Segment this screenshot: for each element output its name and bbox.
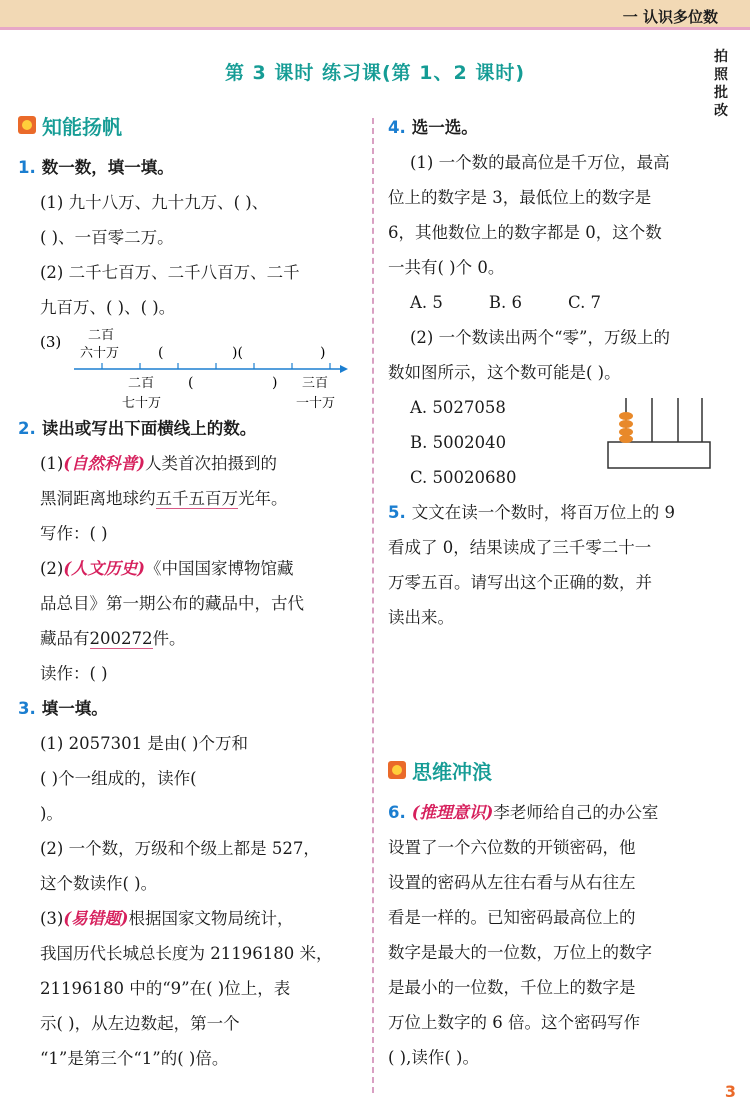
read-answer-blank[interactable]: 读作：( ) <box>40 664 108 683</box>
question-5 <box>388 495 723 635</box>
question-title: 读出或写出下面横线上的数。 <box>41 419 257 438</box>
q3-part3-label: (3) <box>40 909 64 928</box>
q2-part1-line2b: 光年。 <box>238 489 288 508</box>
tag-history: (人文历史) <box>63 559 145 578</box>
q1-part1-line2[interactable]: ( )、一百零二万。 <box>40 228 174 247</box>
q2-part2-label: (2) <box>40 559 64 578</box>
q6-line1: 李老师给自己的办公室 <box>493 803 659 822</box>
q3-part2-line1: (2) 一个数，万级和个级上都是 527， <box>40 839 320 858</box>
question-2 <box>18 411 363 691</box>
question-3 <box>18 691 363 1076</box>
question-number: 6. <box>388 803 406 822</box>
q3-part3-text: 根据国家文物局统计， <box>128 909 294 928</box>
nl-top-paren3[interactable]: ) <box>320 345 326 361</box>
q3-part1-line1[interactable]: (1) 2057301 是由( )个万和 <box>40 734 248 753</box>
q2-highlight-number: 五千五百万 <box>155 489 238 508</box>
choice-a[interactable]: A. 5027058 <box>410 398 506 417</box>
option-b[interactable]: B. 6 <box>488 293 523 312</box>
abacus-icon <box>606 394 712 472</box>
question-title: 选一选。 <box>411 118 478 137</box>
q5-line1: 文文在读一个数时，将百万位上的 9 <box>411 503 675 522</box>
question-4 <box>388 110 723 495</box>
q3-part3-line5[interactable]: “1”是第三个“1”的( )倍。 <box>40 1049 229 1068</box>
unit-header: 一 认识多位数 <box>622 8 718 26</box>
q4-part1-line3: 6，其他数位上的数字都是 0，这个数 <box>388 223 662 242</box>
tag-error-prone: (易错题) <box>63 909 129 928</box>
page-number: 3 <box>724 1082 736 1101</box>
q6-line8[interactable]: ( ),读作( )。 <box>388 1048 479 1067</box>
nl-bot2b: 一十万 <box>296 396 336 411</box>
question-number: 4. <box>388 118 406 137</box>
q6-line3: 设置的密码从左往右看与从右往左 <box>388 873 636 892</box>
q2-part1-text: 人类首次拍摄到的 <box>145 454 277 473</box>
q2-part1-label: (1) <box>40 454 64 473</box>
q1-part1-line1[interactable]: (1) 九十八万、九十九万、( )、 <box>40 193 269 212</box>
q1-part3-label: (3) <box>40 333 62 351</box>
nl-top-paren2[interactable]: )( <box>232 345 243 361</box>
q3-part1-line3[interactable]: )。 <box>40 804 63 823</box>
nl-bot1b: 七十万 <box>122 396 162 411</box>
tag-science: (自然科普) <box>63 454 145 473</box>
question-1 <box>18 150 363 411</box>
nl-bot-paren1[interactable]: ( <box>188 375 194 391</box>
q4-part1-line4[interactable]: 一共有( )个 0。 <box>388 258 505 277</box>
choice-c[interactable]: C. 50020680 <box>410 468 517 487</box>
q5-line4: 读出来。 <box>388 608 454 627</box>
q4-options <box>388 285 723 320</box>
lesson-title: 第 3 课时 练习课(第 1、2 课时) <box>224 62 526 84</box>
q3-part3-line2: 我国历代长城总长度为 21196180 米， <box>40 944 333 963</box>
q2-part1-line2a: 黑洞距离地球约 <box>40 489 156 508</box>
q2-part2-line2: 品总目》第一期公布的藏品中，古代 <box>40 594 304 613</box>
number-line-block <box>18 325 363 411</box>
q3-part1-line2[interactable]: ( )个一组成的，读作( <box>40 769 197 788</box>
question-number: 2. <box>18 419 36 438</box>
q3-part3-line4[interactable]: 示( )，从左边数起，第一个 <box>40 1014 240 1033</box>
q6-line6: 是最小的一位数，千位上的数字是 <box>388 978 636 997</box>
tag-reasoning: (推理意识) <box>411 803 494 822</box>
q6-line2: 设置了一个六位数的开锁密码，他 <box>388 838 636 857</box>
answer-space[interactable] <box>388 635 723 755</box>
q5-line2: 看成了 0，结果读成了三千零二十一 <box>388 538 652 557</box>
nl-bot-paren2[interactable]: ) <box>272 375 278 391</box>
q2-part2-text: 《中国国家博物馆藏 <box>145 559 294 578</box>
q6-line5: 数字是最大的一位数，万位上的数字 <box>388 943 652 962</box>
question-number: 5. <box>388 503 406 522</box>
question-title: 填一填。 <box>41 699 108 718</box>
left-column <box>18 110 363 1076</box>
photo-grading-tab[interactable]: 拍照批改 <box>714 49 728 119</box>
nl-top-paren1[interactable]: ( <box>158 345 164 361</box>
nl-top1: 二百 <box>88 328 115 343</box>
q6-line7: 万位上数字的 6 倍。这个密码写作 <box>388 1013 640 1032</box>
right-column <box>388 110 723 1075</box>
nl-bot2a: 三百 <box>302 376 329 391</box>
write-answer-blank[interactable]: 写作：( ) <box>40 524 108 543</box>
nl-top2: 六十万 <box>80 346 120 361</box>
question-number: 1. <box>18 158 36 177</box>
option-c[interactable]: C. 7 <box>568 293 602 312</box>
nl-ticks <box>102 363 330 369</box>
section-header-siwei <box>388 755 723 785</box>
section-title: 知能扬帆 <box>42 114 122 139</box>
number-line <box>40 325 363 411</box>
column-divider <box>372 118 374 1093</box>
q2-highlight-count: 200272 <box>89 629 153 648</box>
q4-part2-line2[interactable]: 数如图所示，这个数可能是( )。 <box>388 363 621 382</box>
option-a[interactable]: A. 5 <box>410 293 443 312</box>
q4-part2-line1: (2) 一个数读出两个“零”，万级上的 <box>410 328 670 347</box>
question-title: 数一数，填一填。 <box>41 158 174 177</box>
question-6 <box>388 795 723 1075</box>
nl-bot1a: 二百 <box>128 376 155 391</box>
q2-part2-line3a: 藏品有 <box>40 629 90 648</box>
q5-line3: 万零五百。请写出这个正确的数，并 <box>388 573 652 592</box>
q4-part1-line2: 位上的数字是 3，最低位上的数字是 <box>388 188 652 207</box>
q6-line4: 看是一样的。已知密码最高位上的 <box>388 908 636 927</box>
q1-part2-line2[interactable]: 九百万、( )、( )。 <box>40 298 176 317</box>
sail-icon <box>18 116 36 134</box>
section-header-zhineng <box>18 110 363 140</box>
wave-icon <box>388 761 406 779</box>
section-title: 思维冲浪 <box>412 759 492 784</box>
question-number: 3. <box>18 699 36 718</box>
q1-part2-line1[interactable]: (2) 二千七百万、二千八百万、二千 <box>40 263 300 282</box>
q2-part2-line3b: 件。 <box>152 629 186 648</box>
nl-arrow <box>340 365 348 373</box>
q3-part3-line3[interactable]: 21196180 中的“9”在( )位上，表 <box>40 979 291 998</box>
q4-part1-line1: (1) 一个数的最高位是千万位，最高 <box>410 153 670 172</box>
q3-part2-line2[interactable]: 这个数读作( )。 <box>40 874 158 893</box>
choice-b[interactable]: B. 5002040 <box>410 433 507 452</box>
